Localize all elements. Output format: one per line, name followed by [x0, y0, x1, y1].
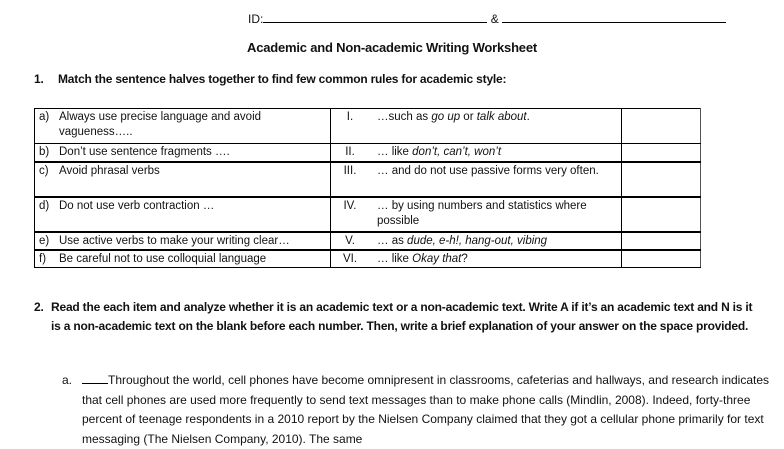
id-blank-1[interactable]: [263, 10, 487, 23]
answer-cell[interactable]: [622, 109, 701, 144]
answer-cell[interactable]: [622, 197, 701, 232]
worksheet-title: Academic and Non-academic Writing Worksheet: [247, 40, 537, 55]
table-row: [35, 109, 701, 144]
question-2-number: 2.: [34, 300, 44, 314]
id-label: ID:: [248, 12, 264, 26]
sentence-end: …such as go up or talk about.: [369, 109, 622, 144]
row-letter: c): [39, 164, 49, 177]
sentence-start: Be careful not to use colloquial language: [59, 252, 267, 265]
roman-numeral: VI.: [331, 250, 370, 268]
id-blank-2[interactable]: [502, 10, 726, 23]
item-a: [62, 371, 774, 449]
item-a-answer-blank[interactable]: [82, 371, 108, 384]
sentence-end: … like don’t, can’t, won’t: [369, 144, 622, 162]
sentence-start: Don’t use sentence fragments ….: [59, 146, 230, 158]
sentence-start: Always use precise language and avoid vagueness…..: [59, 111, 262, 138]
answer-cell[interactable]: [622, 250, 701, 268]
roman-numeral: III.: [331, 162, 370, 197]
row-letter: b): [39, 146, 50, 158]
sentence-start: Do not use verb contraction …: [59, 199, 215, 212]
sentence-end: … like Okay that?: [369, 250, 622, 268]
question-1-prompt: [34, 72, 506, 86]
roman-numeral: V.: [331, 232, 370, 250]
table-row: [35, 250, 701, 268]
row-letter: d): [39, 199, 50, 212]
ampersand: &: [490, 12, 499, 26]
question-2-prompt: [34, 298, 764, 336]
sentence-end: … and do not use passive forms very often.: [369, 162, 622, 197]
answer-cell[interactable]: [622, 232, 701, 250]
row-letter: e): [39, 234, 50, 247]
sentence-end: … by using numbers and statistics where possible: [369, 197, 622, 232]
item-a-label: a.: [62, 373, 73, 387]
sentence-start: Avoid phrasal verbs: [59, 164, 160, 177]
table-row: [35, 144, 701, 162]
sentence-start: Use active verbs to make your writing clear…: [59, 234, 290, 247]
row-letter: a): [39, 111, 50, 123]
sentence-end: … as dude, e-h!, hang-out, vibing: [369, 232, 622, 250]
question-1-text: Match the sentence halves together to find few common rules for academic style:: [58, 72, 507, 86]
answer-cell[interactable]: [622, 144, 701, 162]
roman-numeral: IV.: [331, 197, 370, 232]
table-row: [35, 162, 701, 197]
question-2-text: Read the each item and analyze whether it is an academic text or a non-academic text. Write A if it’s an academic text and N is it is a non-academic text on the blank before each number. Then, write a brief explanation of your answer on the space provided.: [51, 300, 753, 333]
answer-cell[interactable]: [622, 162, 701, 197]
roman-numeral: I.: [331, 109, 370, 144]
table-row: [35, 232, 701, 250]
roman-numeral: II.: [331, 144, 370, 162]
row-letter: f): [39, 252, 47, 265]
matching-table: [34, 108, 701, 268]
item-a-text: Throughout the world, cell phones have become omnipresent in classrooms, cafeterias and hallways, and research indicates that cell phones are used more frequently to send text messages than to make phone calls (Mindlin, 2008). Indeed, forty-three percent of teenage respondents in a 2010 report by the Nielsen Company claimed that they got a cellular phone primarily for text messaging (The Nielsen Company, 2010). The same: [82, 373, 770, 446]
table-row: [35, 197, 701, 232]
question-1-number: 1.: [34, 72, 44, 86]
id-line: [248, 10, 726, 26]
